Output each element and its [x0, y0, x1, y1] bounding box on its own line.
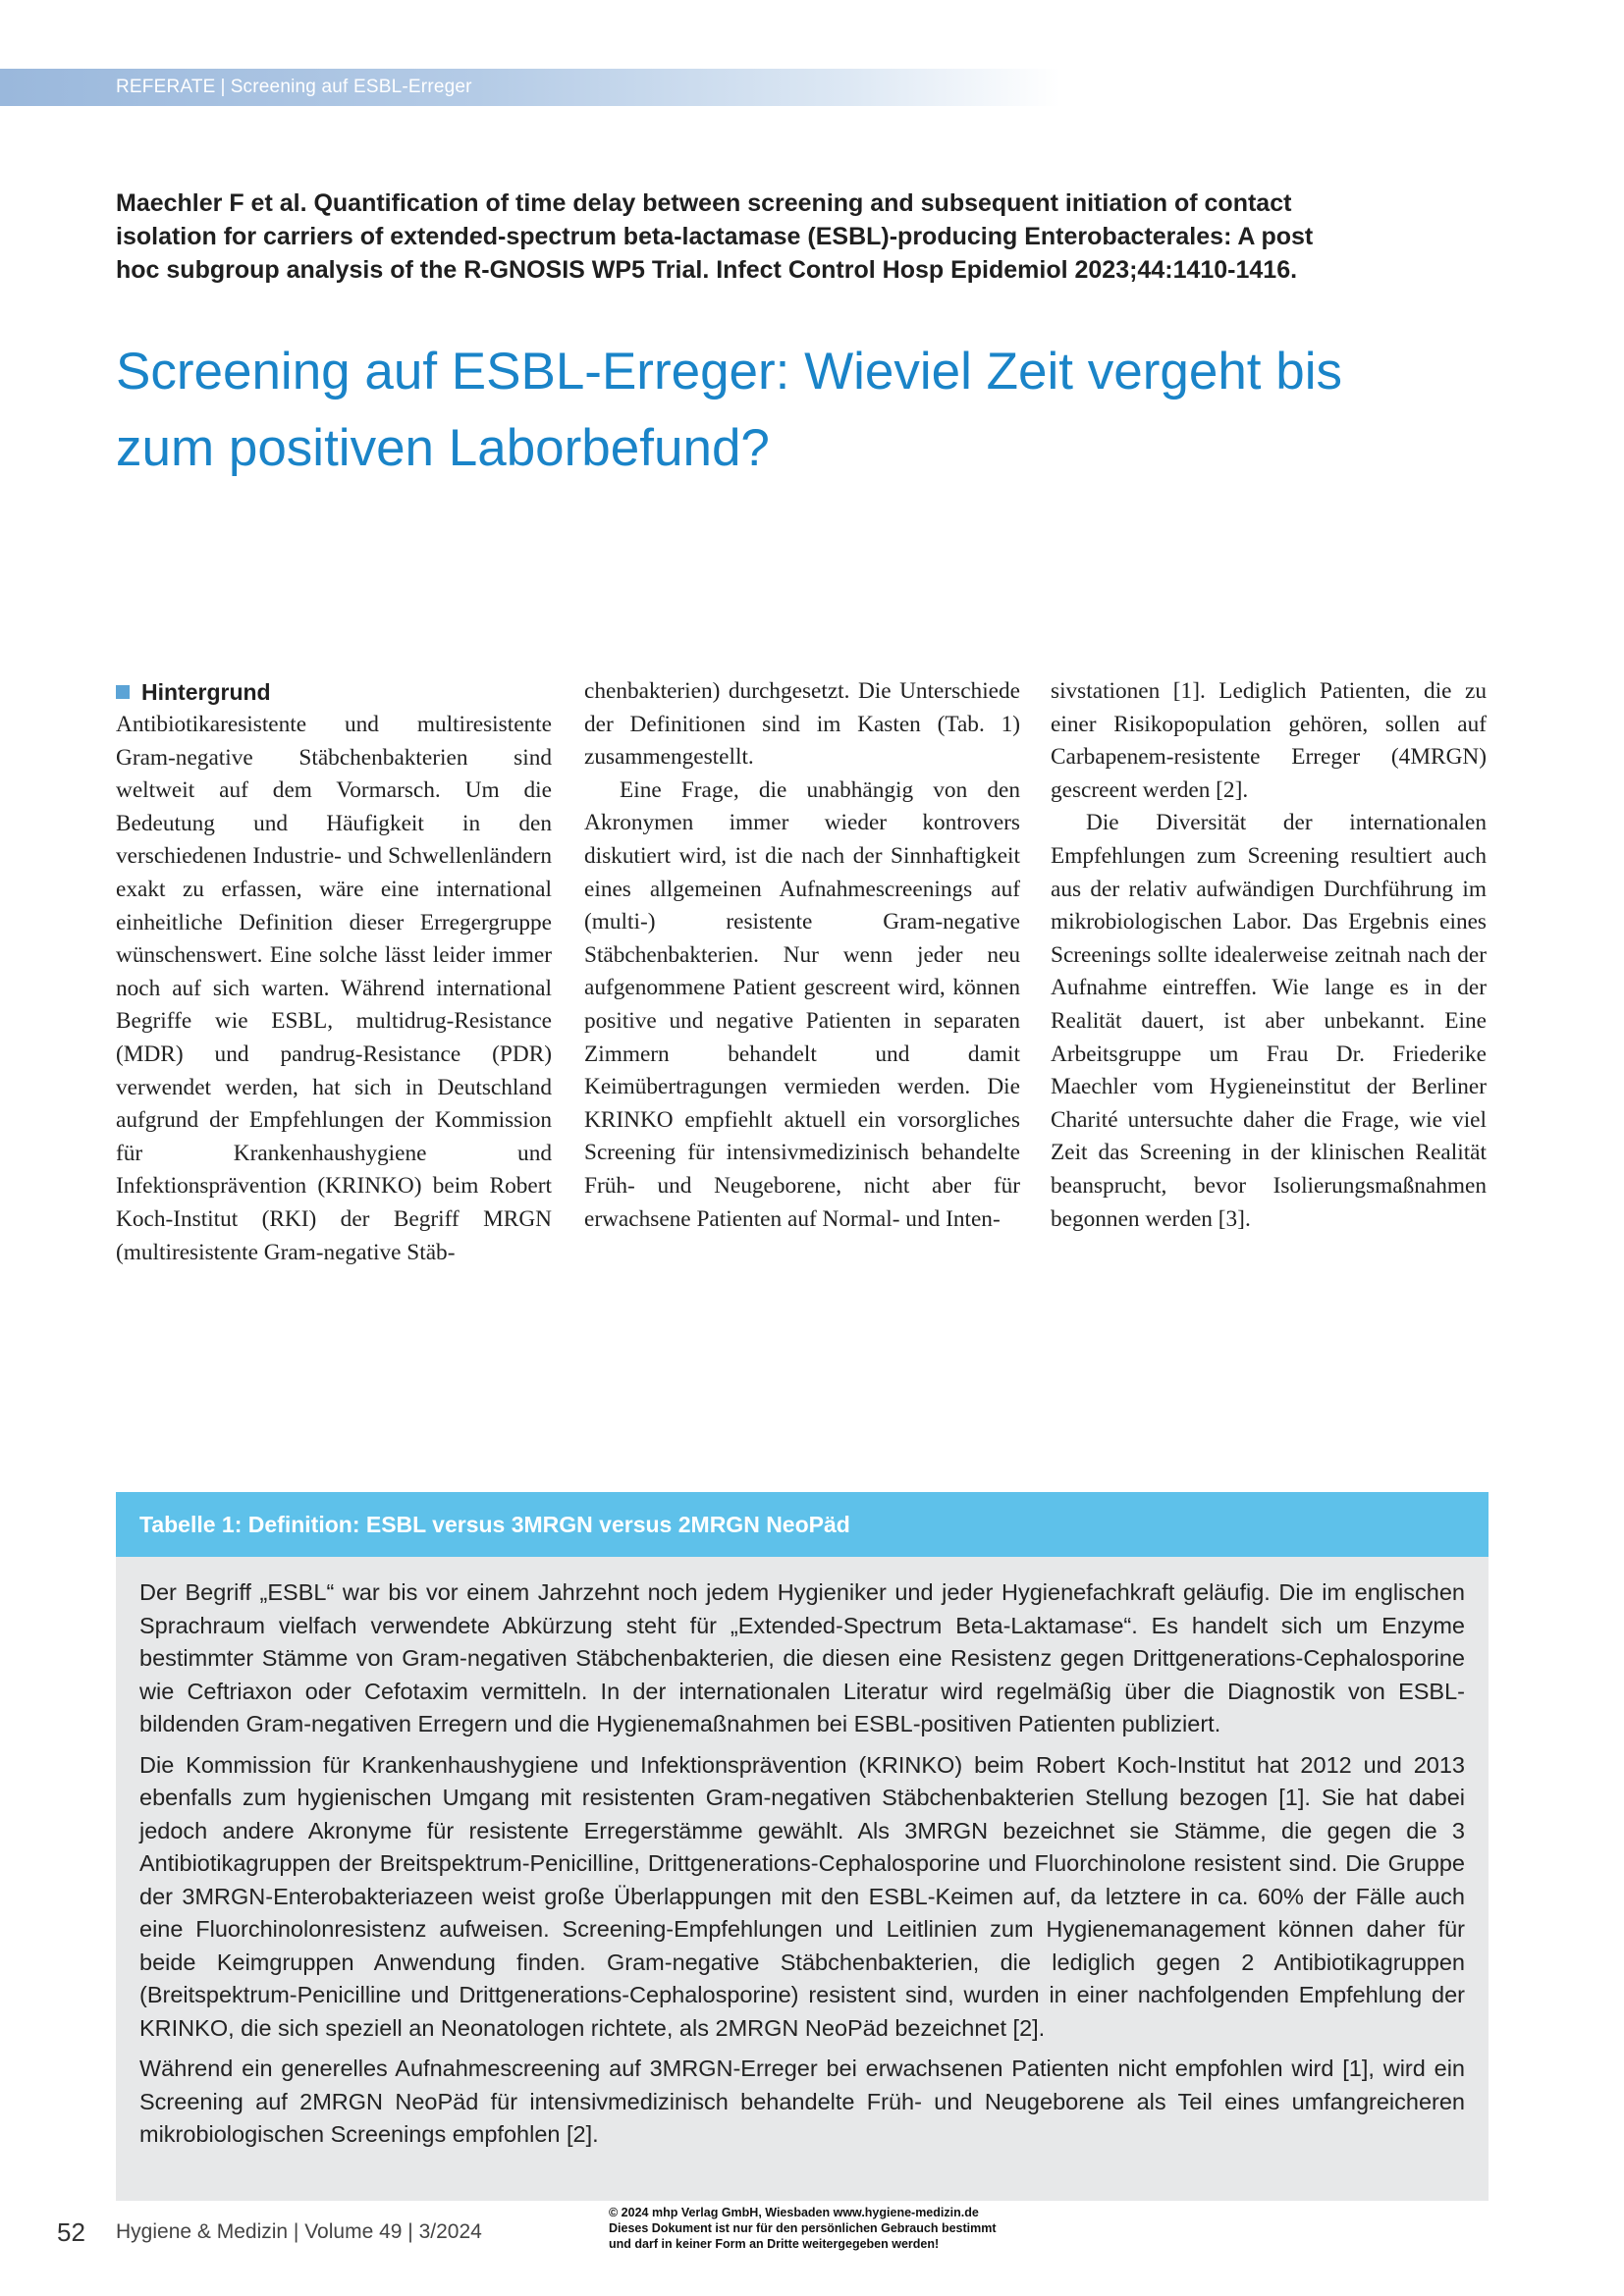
text-column-2 [584, 675, 1020, 1236]
paragraph: chenbakterien) durchgesetzt. Die Unterschiede der Definitionen sind im Kasten (Tab. 1) zusammengestellt. [584, 678, 1020, 771]
table-box-title: Tabelle 1: Definition: ESBL versus 3MRGN versus 2MRGN NeoPäd [116, 1492, 1489, 1557]
paragraph: Antibiotikaresistente und multiresistente Gram-negative Stäbchenbakterien sind weltweit auf dem Vormarsch. Um die Bedeutung und Häufigkeit in den verschiedenen Industrie- und Schwellenländern exakt zu erfassen, wäre eine international einheitliche Definition dieser Erregergruppe wünschenswert. Eine solche lässt leider immer noch auf sich warten. Während international Begriffe wie ESBL, multidrug-Resistance (MDR) und pandrug-Resistance (PDR) verwendet werden, hat sich in Deutschland aufgrund der Empfehlungen der Kommission für Krankenhaushygiene und Infektionsprävention (KRINKO) beim Robert Koch-Institut (RKI) der Begriff MRGN (multiresistente Gram-negative Stäb- [116, 712, 552, 1265]
header-section: REFERATE [116, 77, 216, 97]
header-topic: Screening auf ESBL-Erreger [230, 77, 472, 97]
paragraph: Eine Frage, die unabhängig von den Akronymen immer wieder kontrovers diskutiert wird, ist die nach der Sinnhaftigkeit eines allgemeinen Aufnahmescreenings auf (multi-) resistente Gram-negative Stäbchenbakterien. Nur wenn jeder neu aufgenommene Patient gescreent wird, können positive und negative Patienten in separaten Zimmern behandelt und damit Keimübertragungen vermieden werden. Die KRINKO empfiehlt aktuell ein vorsorgliches Screening für intensivmedizinisch behandelte Früh- und Neugeborene, nicht aber für erwachsene Patienten auf Normal- und Inten- [584, 776, 1020, 1232]
box-paragraph: Die Kommission für Krankenhaushygiene und Infektionsprävention (KRINKO) beim Robert Koch-Institut hat 2012 und 2013 ebenfalls zum hygienischen Umgang mit resistenten Gram-negativen Stäbchenbakterien Stellung bezogen [1]. Sie hat dabei jedoch andere Akronyme für resistente Erregerstämme gewählt. Als 3MRGN bezeichnet sie Stämme, die gegen die 3 Antibiotikagruppen der Breitspektrum-Penicilline, Drittgenerations-Cephalosporine und Fluorchinolone resistent sind. Die Gruppe der 3MRGN-Enterobakteriazeen weist große Überlappungen mit den ESBL-Keimen auf, da letztere in ca. 60% der Fälle auch eine Fluorchinolonresistenz aufweisen. Screening-Empfehlungen und Leitlinien zum Hygienemanagement können daher für beide Keimgruppen Anwendung finden. Gram-negative Stäbchenbakterien, die lediglich gegen 2 Antibiotikagruppen (Breitspektrum-Penicilline und Drittgenerations-Cephalosporine) resistent sind, wurden in einer nachfolgenden Empfehlung der KRINKO, die sich speziell an Neonatologen richtete, als 2MRGN NeoPäd bezeichnet [2]. [139, 1751, 1465, 2041]
text-column-3 [1051, 675, 1487, 1236]
text-column-1 [116, 675, 552, 1269]
section-heading-label: Hintergrund [141, 679, 271, 705]
running-header [116, 77, 472, 98]
section-heading [116, 675, 552, 709]
box-paragraph: Der Begriff „ESBL“ war bis vor einem Jahrzehnt noch jedem Hygieniker und jeder Hygienefachkraft geläufig. Die im englischen Sprachraum vielfach verwendete Abkürzung steht für „Extended-Spectrum Beta-Laktamase“. Es handelt sich um Enzyme bestimmter Stämme von Gram-negativen Stäbchenbakterien, die diesen eine Resistenz gegen Drittgenerations-Cephalosporine wie Ceftriaxon oder Cefotaxim vermitteln. In der internationalen Literatur wird regelmäßig über die Diagnostik von ESBL-bildenden Gram-negativen Erregern und die Hygienemaßnahmen bei ESBL-positiven Patienten publiziert. [139, 1579, 1465, 1736]
table-box-body [116, 1557, 1489, 2201]
copyright-line: Dieses Dokument ist nur für den persönlichen Gebrauch bestimmt [609, 2221, 997, 2235]
paragraph: Die Diversität der internationalen Empfehlungen zum Screening resultiert auch aus der relativ aufwändigen Durchführung im mikrobiologischen Labor. Das Ergebnis eines Screenings sollte idealerweise zeitnah nach der Aufnahme eintreffen. Wie lange es in der Realität dauert, ist aber unbekannt. Eine Arbeitsgruppe um Frau Dr. Friederike Maechler vom Hygieneinstitut der Berliner Charité untersuchte daher die Frage, wie viel Zeit das Screening in der klinischen Realität beansprucht, bevor Isolierungsmaßnahmen begonnen werden [3]. [1051, 810, 1487, 1232]
page-number: 52 [57, 2217, 85, 2247]
article-title: Screening auf ESBL-Erreger: Wieviel Zeit vergeht bis zum positiven Laborbefund? [116, 343, 1342, 477]
box-paragraph: Während ein generelles Aufnahmescreening auf 3MRGN-Erreger bei erwachsenen Patienten nicht empfohlen wird [1], wird ein Screening auf 2MRGN NeoPäd für intensivmedizinisch behandelte Früh- und Neugeborene als Teil eines umfangreicheren mikrobiologischen Screenings empfohlen [2]. [139, 2056, 1465, 2147]
copyright-notice [609, 2205, 1198, 2252]
copyright-line: und darf in keiner Form an Dritte weitergegeben werden! [609, 2237, 940, 2251]
header-separator: | [220, 77, 226, 97]
section-bullet-icon [116, 685, 130, 699]
paragraph: sivstationen [1]. Lediglich Patienten, die zu einer Risikopopulation gehören, sollen auf Carbapenem-resistente Erreger (4MRGN) gescreent werden [2]. [1051, 678, 1487, 803]
copyright-line: © 2024 mhp Verlag GmbH, Wiesbaden www.hygiene-medizin.de [609, 2206, 979, 2219]
journal-citation: Hygiene & Medizin | Volume 49 | 3/2024 [116, 2220, 482, 2243]
article-reference: Maechler F et al. Quantification of time delay between screening and subsequent initiation of contact isolation for carriers of extended-spectrum beta-lactamase (ESBL)-producing Enterobacterales: A post hoc subgroup analysis of the R-GNOSIS WP5 Trial. Infect Control Hosp Epidemiol 2023;44:1410-1416. [116, 189, 1314, 284]
